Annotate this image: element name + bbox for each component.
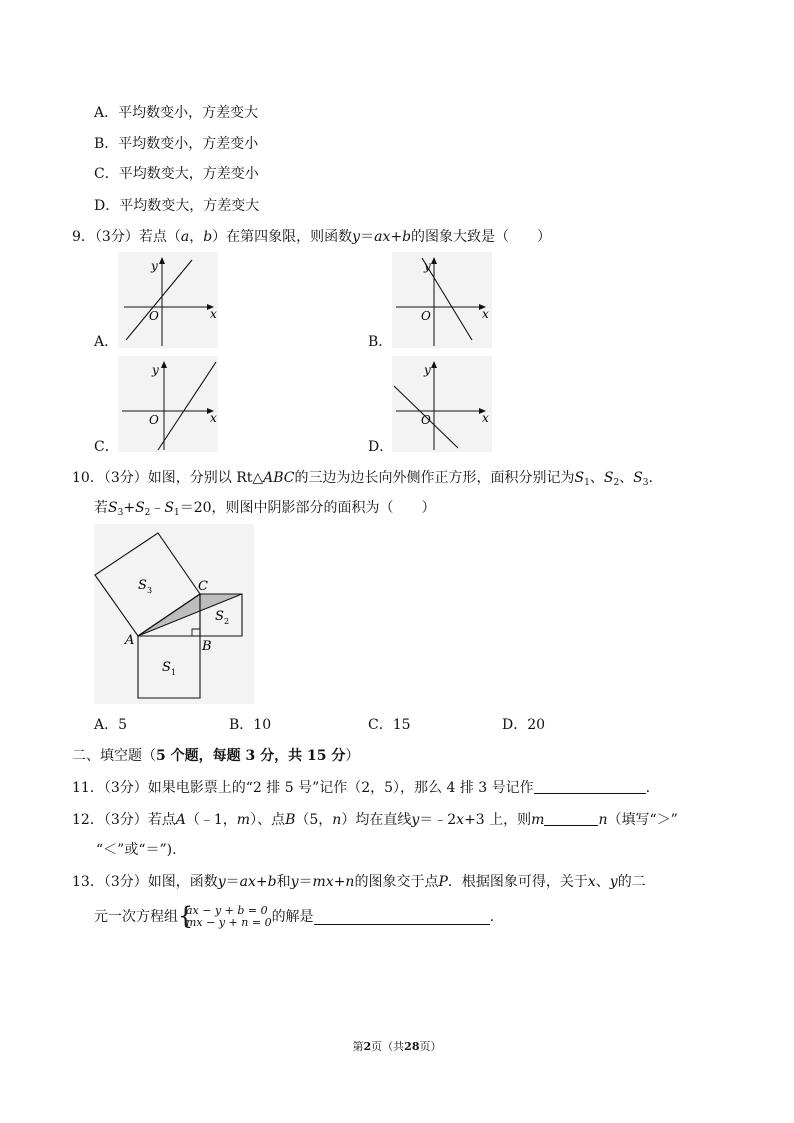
q10-label-s1-sub: 1 — [171, 668, 177, 677]
q9d-origin: O — [421, 413, 431, 427]
q11: 11．（3分）如果电影票上的“2 排 5 号”记作（2，5），那么 4 排 3 号记作 . — [72, 780, 651, 796]
q9-graph-b — [392, 252, 492, 348]
q10-option-a: A．5 — [94, 717, 128, 733]
q9d-axis-x: x — [482, 411, 489, 425]
q13-line1: 13．（3分）如图，函数y＝ax+b和y＝mx+n的图象交于点P．根据图象可得，关于x、y的二 — [72, 874, 646, 890]
q10-label-s1: S — [162, 660, 171, 675]
q9-label-d: D． — [368, 439, 394, 455]
q8-option-a: A．平均数变小，方差变大 — [94, 105, 259, 121]
q9b-axis-y: y — [424, 259, 431, 273]
q10-stem-line2: 若$S_3+S_2﹣S_1=20$，则图中阴影部分的面积为（ ） — [94, 500, 436, 518]
q9a-origin: O — [149, 309, 159, 323]
q9c-origin: O — [149, 413, 159, 427]
q9-graph-c — [118, 356, 218, 452]
q13-line2: 元一次方程组 { ax − y + b = 0 mx − y + n = 0 的解是 . — [94, 902, 495, 930]
q13-answer-blank[interactable] — [314, 910, 490, 925]
q12-line1: 12．（3分）若点A（﹣1，m）、点B（5，n）均在直线y＝﹣2x+3 上，则m n（填写“＞” — [72, 812, 678, 828]
q8-option-d: D．平均数变大，方差变大 — [94, 198, 260, 214]
q10-label-s2: S — [215, 609, 224, 624]
q10-option-d: D．20 — [502, 717, 546, 733]
section-heading-fill-in: 二、填空题（5 个题，每题 3 分，共 15 分） — [72, 748, 360, 764]
q10-option-b: B．10 — [229, 717, 272, 733]
q10-label-s3: S — [138, 578, 147, 593]
q10-label-c: C — [198, 579, 208, 594]
q8-option-c: C．平均数变大，方差变小 — [94, 166, 259, 182]
q9a-axis-y: y — [151, 259, 158, 273]
q10-label-b: B — [202, 639, 212, 654]
q9d-axis-y: y — [424, 363, 431, 377]
q9b-origin: O — [421, 309, 431, 323]
q9-label-b: B． — [368, 334, 393, 350]
q9c-axis-x: x — [210, 411, 217, 425]
q11-answer-blank[interactable] — [534, 779, 646, 794]
q9c-axis-y: y — [152, 363, 159, 377]
q10-figure — [94, 524, 254, 704]
q10-label-s2-sub: 2 — [224, 617, 230, 626]
q9-graph-a — [118, 252, 218, 348]
q8-option-b: B．平均数变小，方差变小 — [94, 136, 259, 152]
q12-line2: “＜”或“＝”). — [96, 842, 177, 858]
q9a-axis-x: x — [210, 307, 217, 321]
q13-equation-system: { ax − y + b = 0 mx − y + n = 0 — [178, 902, 272, 930]
page-footer: 第2页（共28页） — [352, 1040, 442, 1053]
q10-option-c: C．15 — [368, 717, 411, 733]
q12-answer-blank[interactable] — [544, 811, 598, 826]
q9-graph-d — [392, 356, 492, 452]
q9-label-c: C． — [94, 439, 119, 455]
q9b-axis-x: x — [482, 307, 489, 321]
q10-label-a: A — [125, 633, 135, 648]
q10-label-s3-sub: 3 — [147, 586, 153, 595]
q10-stem-line1: 10．（3分）如图，分别以 Rt△ABC的三边为边长向外侧作正方形，面积分别记为$S_1$、$S_2$、$S_3$. — [72, 470, 653, 488]
q9-stem: 9．（3分）若点（a，b）在第四象限，则函数y＝ax+b的图象大致是（ ） — [72, 229, 552, 245]
q9-label-a: A． — [94, 334, 119, 350]
